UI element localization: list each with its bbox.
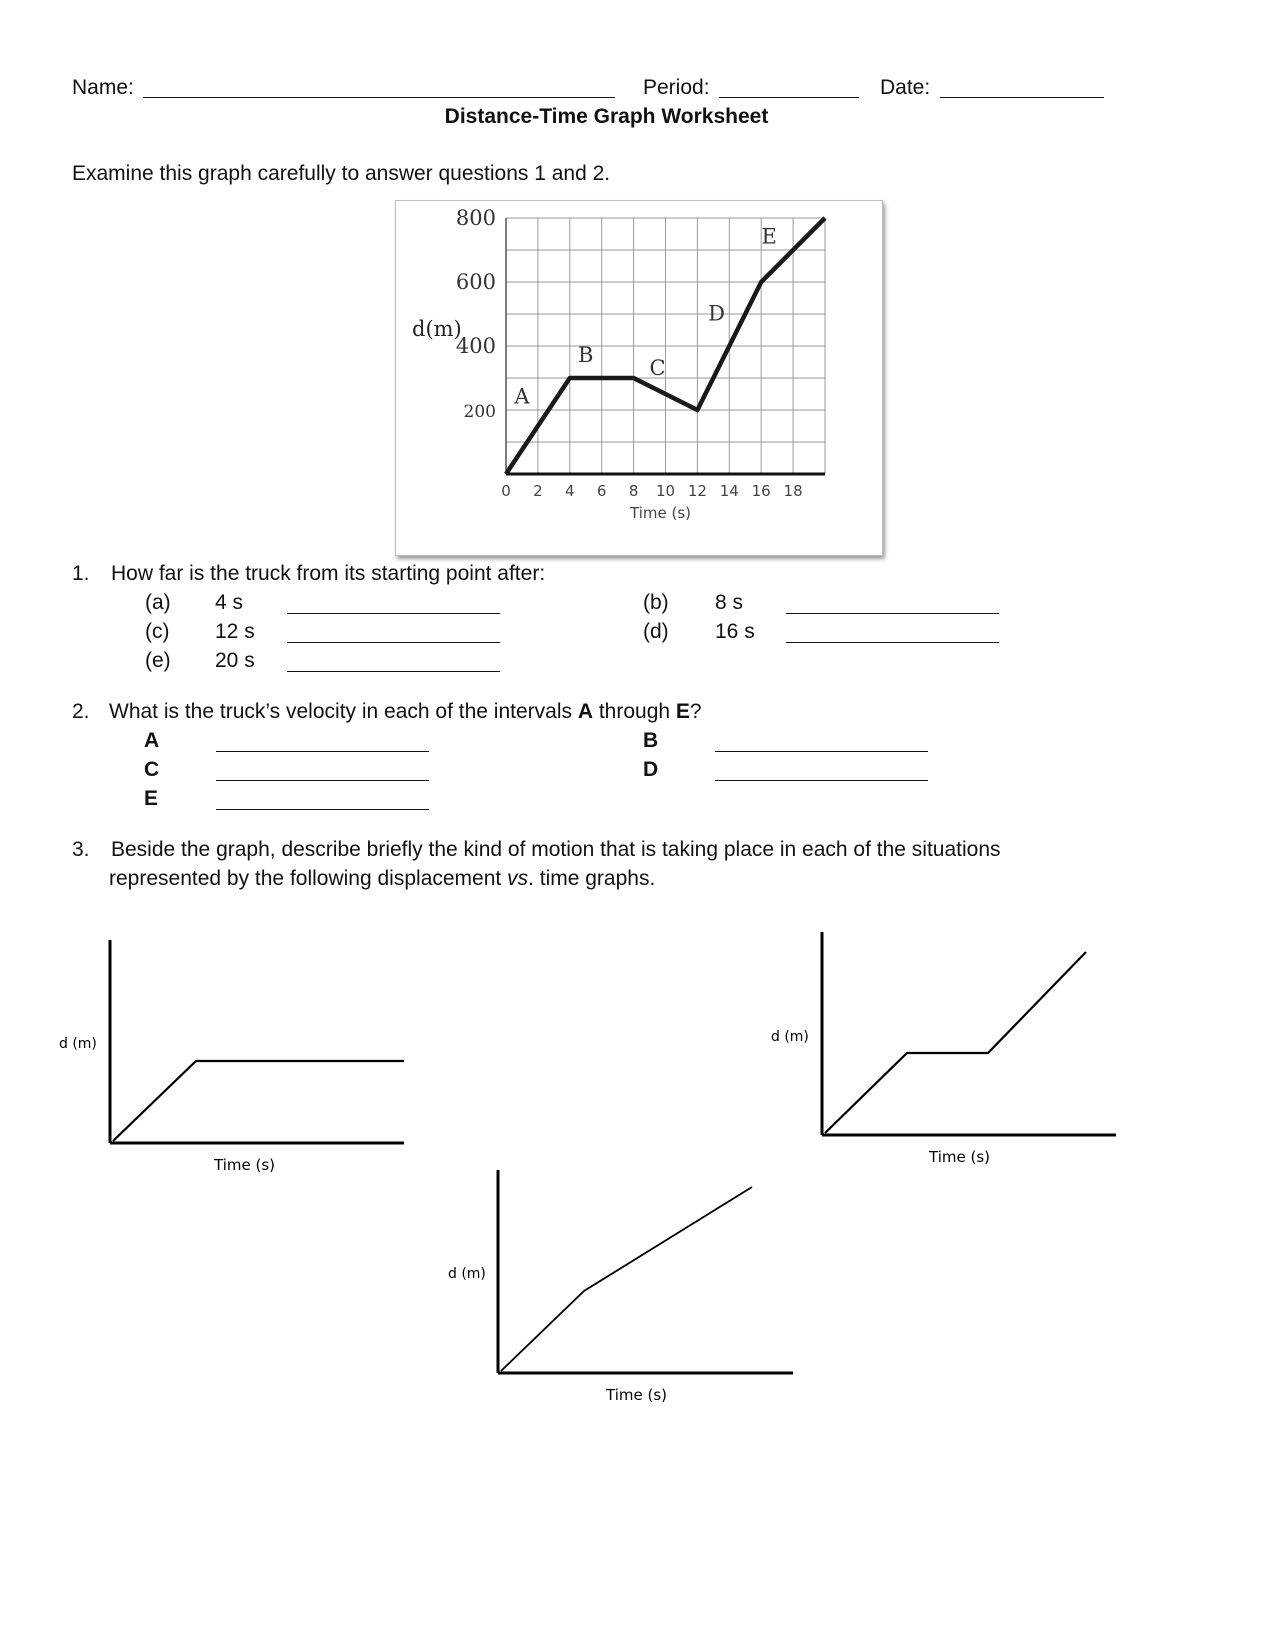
q1d-letter: (d) [643,620,669,643]
segment-label-a: A [514,384,530,409]
q1b-letter: (b) [643,591,669,614]
period-blank[interactable] [719,97,859,98]
q3-number: 3. [72,838,90,861]
q1d-time: 16 s [715,620,755,643]
q2-text-start: What is the truck’s velocity in each of the intervals [109,700,578,723]
q2-text-middle: through [593,700,676,723]
worksheet-title: Distance-Time Graph Worksheet [444,105,769,128]
date-blank[interactable] [940,97,1104,98]
q1c-answer-blank[interactable] [287,642,500,643]
segment-label-b: B [578,343,594,367]
x-tick-label: 2 [533,482,543,500]
sketch-graph-3 [448,1170,793,1404]
q1-text: How far is the truck from its starting point after: [111,562,546,585]
q1d-answer-blank[interactable] [786,642,999,643]
q2-e-label: E [144,787,159,810]
q1-number: 1. [72,562,90,585]
x-tick-label: 0 [501,482,511,500]
x-tick-label: 18 [783,482,803,500]
q1c-letter: (c) [145,620,170,643]
q2-c-answer-blank[interactable] [216,780,429,781]
y-tick-label: 800 [455,206,496,230]
q3-line1: Beside the graph, describe briefly the kind of motion that is taking place in each of the situations [111,838,1001,861]
x-tick-label: 16 [751,482,771,500]
q1b-time: 8 s [715,591,744,614]
q3-line2-end: . time graphs. [528,867,656,890]
chart-svg [396,201,882,555]
q1e-time: 20 s [215,649,255,672]
q1a-letter: (a) [145,591,171,614]
name-blank[interactable] [143,97,615,98]
x-tick-label: 8 [628,482,639,500]
y-tick-label: 400 [455,334,496,358]
x-axis-label: Time (s) [630,504,691,522]
q1c-time: 12 s [215,620,255,643]
y-axis-label: d(m) [412,317,462,341]
distance-time-chart [395,200,883,556]
intro-text: Examine this graph carefully to answer questions 1 and 2. [72,162,611,185]
q3-line2 [109,867,655,891]
segment-label-c: C [649,355,666,380]
q2-d-answer-blank[interactable] [715,780,928,781]
name-label: Name: [72,76,134,99]
q2-text-end: ? [689,700,702,723]
q1a-answer-blank[interactable] [287,613,500,614]
q2-b-answer-blank[interactable] [715,751,928,752]
q2-a-answer-blank[interactable] [216,751,429,752]
x-tick-label: 12 [687,482,707,500]
q1e-answer-blank[interactable] [287,671,500,672]
segment-label-e: E [761,224,777,249]
sketch1-ylabel: d (m) [59,1036,97,1052]
y-tick-label: 600 [455,270,496,294]
y-tick-label: 200 [463,402,496,422]
date-label: Date: [880,76,931,99]
q2-a-label: A [144,729,160,752]
sketch3-ylabel: d (m) [448,1266,486,1282]
x-tick-label: 10 [655,482,676,500]
segment-label-d: D [708,301,725,326]
x-tick-label: 14 [719,482,739,500]
q2-e-answer-blank[interactable] [216,809,429,810]
q2-text [109,700,702,724]
q2-bold-e: E [675,700,690,723]
sketch-graphs [0,900,1275,1460]
sketch2-xlabel: Time (s) [929,1148,990,1166]
q2-c-label: C [144,758,160,781]
q3-line2-start: represented by the following displacement [109,867,508,890]
sketch3-xlabel: Time (s) [606,1386,667,1404]
q1e-letter: (e) [145,649,171,672]
q1a-time: 4 s [215,591,244,614]
q2-b-label: B [643,729,659,752]
x-tick-label: 6 [596,482,607,500]
q2-d-label: D [643,758,659,781]
q3-line2-italic: vs [507,867,529,890]
period-label: Period: [643,76,710,99]
q1b-answer-blank[interactable] [786,613,999,614]
sketch1-xlabel: Time (s) [214,1156,275,1174]
q2-number: 2. [72,700,90,723]
sketch-graph-1 [59,940,404,1174]
x-tick-label: 4 [565,482,575,500]
q2-bold-a: A [577,700,593,723]
sketch2-ylabel: d (m) [771,1029,809,1045]
sketch-graph-2 [771,932,1116,1166]
